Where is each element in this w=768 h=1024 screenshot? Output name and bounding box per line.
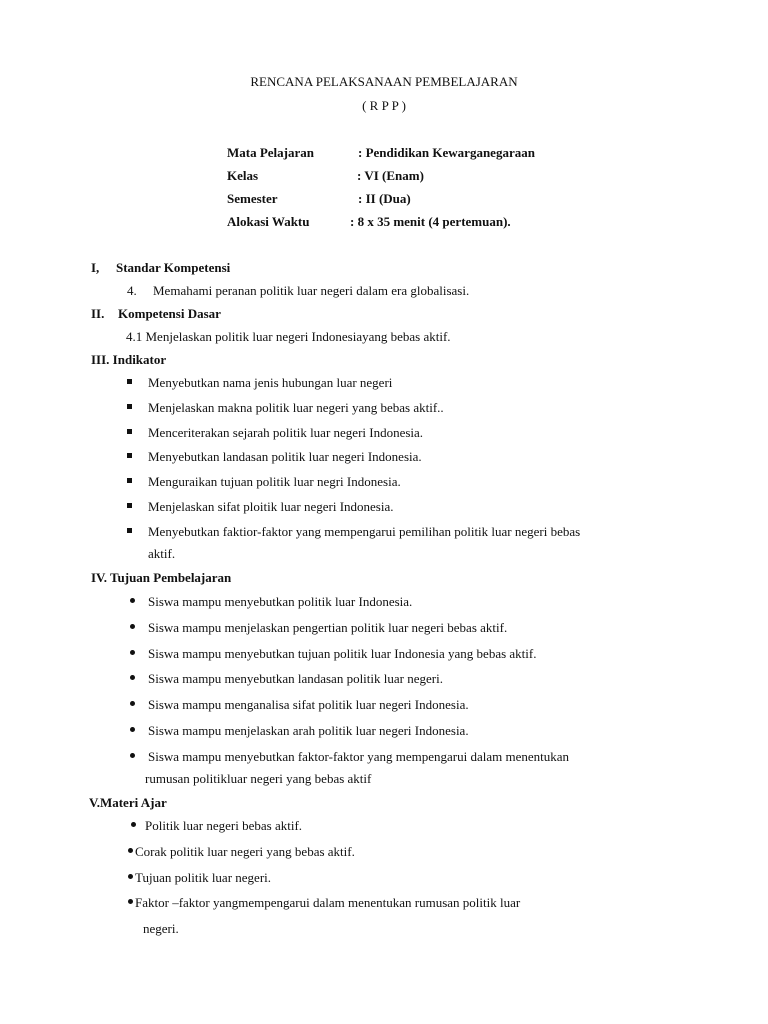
tujuan-item: Siswa mampu menyebutkan faktor-faktor yang mempengarui dalam menentukan xyxy=(148,749,570,764)
round-bullet-icon xyxy=(130,753,135,758)
identity-label-semester: Semester xyxy=(227,191,278,206)
indikator-item: Menguraikan tujuan politik luar negri Indonesia. xyxy=(148,474,401,489)
square-bullet-icon xyxy=(127,478,132,483)
materi-item: Corak politik luar negeri yang bebas aktif. xyxy=(135,844,355,859)
materi-item: Tujuan politik luar negeri. xyxy=(135,870,272,885)
section-indikator-heading: III. Indikator xyxy=(91,352,167,367)
indikator-item: Menyebutkan faktior-faktor yang mempengarui pemilihan politik luar negeri bebas xyxy=(148,524,581,539)
identity-value-semester: : II (Dua) xyxy=(358,191,411,206)
round-bullet-icon xyxy=(130,675,135,680)
section-tujuan-heading: IV. Tujuan Pembelajaran xyxy=(91,570,232,585)
round-bullet-icon xyxy=(130,650,135,655)
section-materi-heading: V.Materi Ajar xyxy=(89,795,167,810)
tujuan-item: Siswa mampu menyebutkan tujuan politik luar Indonesia yang bebas aktif. xyxy=(148,646,537,661)
identity-label-alokasi-waktu: Alokasi Waktu xyxy=(227,214,310,229)
materi-item: Politik luar negeri bebas aktif. xyxy=(145,818,303,833)
section-kompetensi-heading: Kompetensi Dasar xyxy=(118,306,221,321)
round-bullet-icon xyxy=(128,848,133,853)
identity-label-kelas: Kelas xyxy=(227,168,259,183)
materi-item: Faktor –faktor yangmempengarui dalam menentukan rumusan politik luar xyxy=(135,895,521,910)
square-bullet-icon xyxy=(127,503,132,508)
round-bullet-icon xyxy=(128,874,133,879)
indikator-item: Menceriterakan sejarah politik luar negeri Indonesia. xyxy=(148,425,424,440)
section-standar-number: I, xyxy=(91,260,100,275)
tujuan-item: Siswa mampu menyebutkan landasan politik luar negeri. xyxy=(148,671,443,686)
identity-label-mata-pelajaran: Mata Pelajaran xyxy=(227,145,315,160)
identity-value-alokasi-waktu: : 8 x 35 menit (4 pertemuan). xyxy=(350,214,511,229)
indikator-item: Menjelaskan sifat ploitik luar negeri Indonesia. xyxy=(148,499,394,514)
square-bullet-icon xyxy=(127,453,132,458)
round-bullet-icon xyxy=(130,701,135,706)
tujuan-item: Siswa mampu menganalisa sifat politik luar negeri Indonesia. xyxy=(148,697,469,712)
tujuan-item-continuation: rumusan politikluar negeri yang bebas aktif xyxy=(145,771,372,786)
square-bullet-icon xyxy=(127,379,132,384)
round-bullet-icon xyxy=(130,727,135,732)
square-bullet-icon xyxy=(127,528,132,533)
section-standar-heading: Standar Kompetensi xyxy=(116,260,231,275)
identity-value-mata-pelajaran: : Pendidikan Kewarganegaraan xyxy=(358,145,535,160)
indikator-item: Menjelaskan makna politik luar negeri yang bebas aktif.. xyxy=(148,400,444,415)
round-bullet-icon xyxy=(130,624,135,629)
square-bullet-icon xyxy=(127,404,132,409)
indikator-item: Menyebutkan nama jenis hubungan luar negeri xyxy=(148,375,393,390)
identity-value-kelas: : VI (Enam) xyxy=(357,168,424,183)
indikator-item: Menyebutkan landasan politik luar negeri Indonesia. xyxy=(148,449,422,464)
document-title: RENCANA PELAKSANAAN PEMBELAJARAN xyxy=(250,74,518,89)
document-subtitle: ( R P P ) xyxy=(362,98,406,113)
tujuan-item: Siswa mampu menyebutkan politik luar Indonesia. xyxy=(148,594,413,609)
square-bullet-icon xyxy=(127,429,132,434)
kompetensi-item: 4.1 Menjelaskan politik luar negeri Indonesiayang bebas aktif. xyxy=(126,329,451,344)
standar-item-number: 4. xyxy=(127,283,137,298)
tujuan-item: Siswa mampu menjelaskan arah politik luar negeri Indonesia. xyxy=(148,723,469,738)
round-bullet-icon xyxy=(131,822,136,827)
round-bullet-icon xyxy=(130,598,135,603)
materi-item-continuation: negeri. xyxy=(143,921,179,936)
tujuan-item: Siswa mampu menjelaskan pengertian politik luar negeri bebas aktif. xyxy=(148,620,508,635)
round-bullet-icon xyxy=(128,899,133,904)
standar-item-text: Memahami peranan politik luar negeri dalam era globalisasi. xyxy=(153,283,470,298)
section-kompetensi-number: II. xyxy=(91,306,105,321)
indikator-item-continuation: aktif. xyxy=(148,546,176,561)
